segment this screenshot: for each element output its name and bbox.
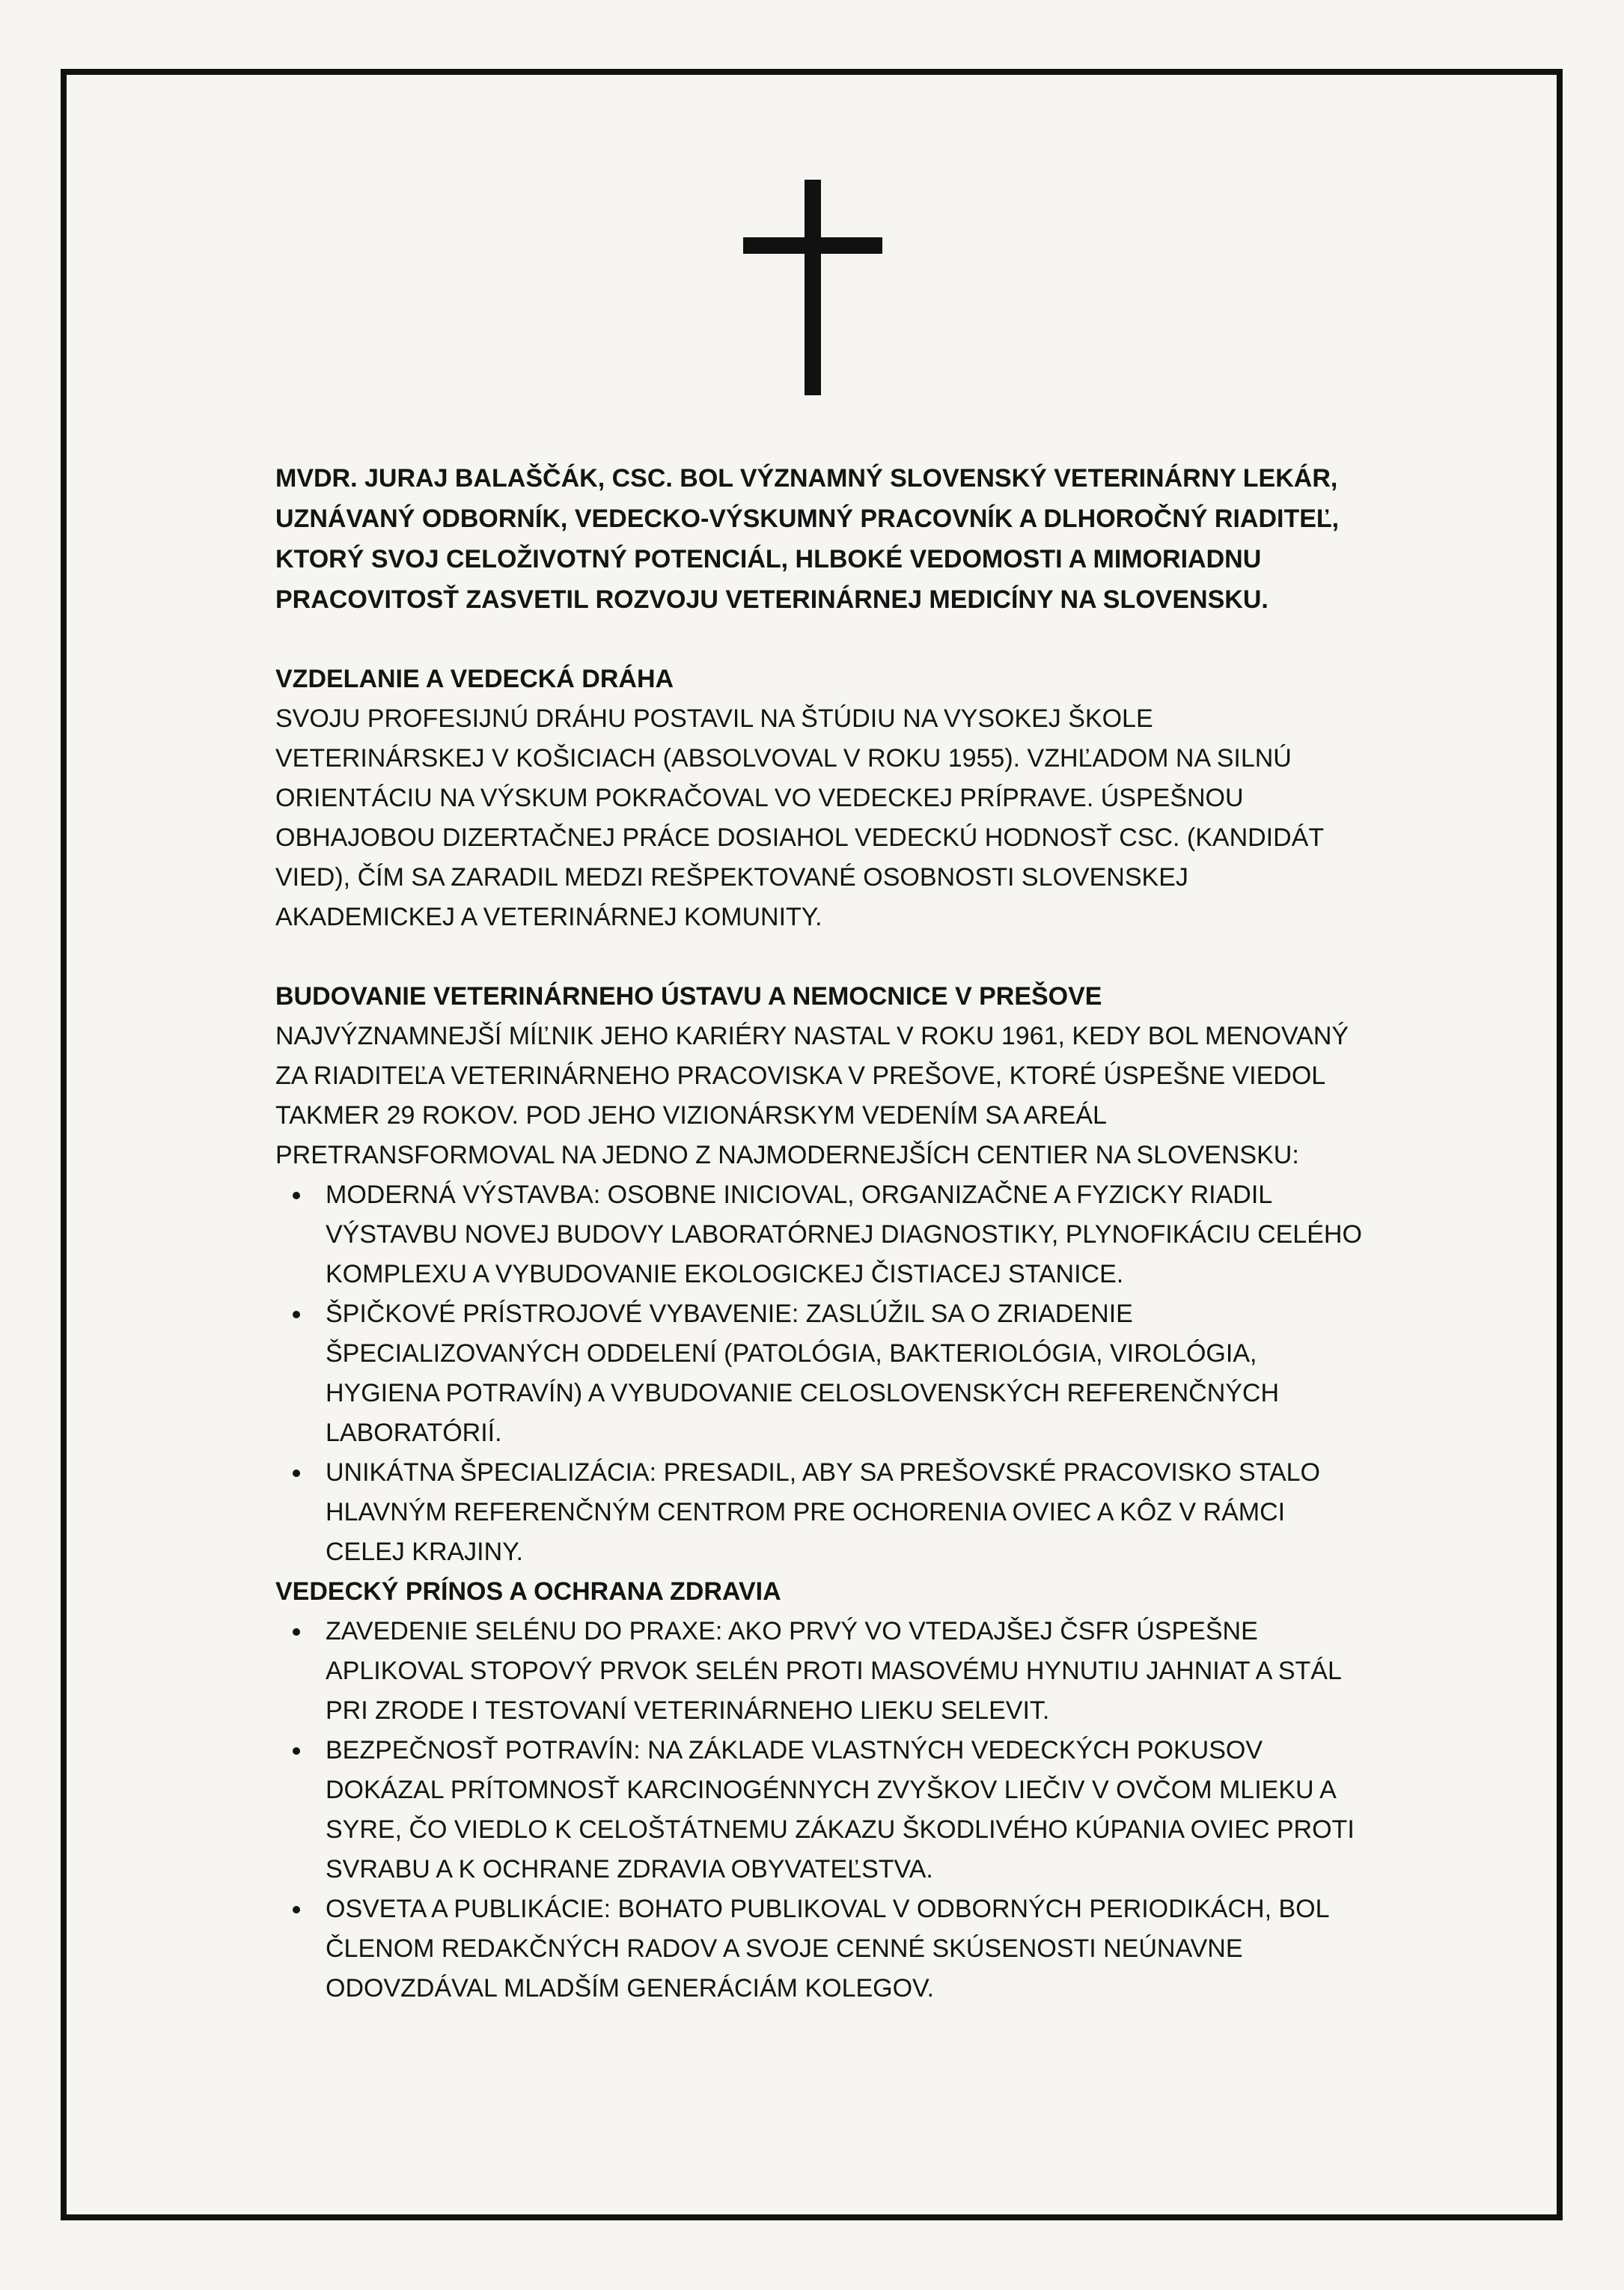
section-paragraph: SVOJU PROFESIJNÚ DRÁHU POSTAVIL NA ŠTÚDIU NA VYSOKEJ ŠKOLE VETERINÁRSKEJ V KOŠICIACH (ABSOLVOVAL V ROKU 1955). VZHĽADOM NA SILNÚ ORIENTÁCIU NA VÝSKUM POKRAČOVAL VO VEDECKEJ PRÍPRAVE. ÚSPEŠNOU OBHAJOBOU DIZERTAČNEJ PRÁCE DOSIAHOL VEDECKÚ HODNOSŤ CSC. (KANDIDÁT VIED), ČÍM SA ZARADIL MEDZI REŠPEKTOVANÉ OSOBNOSTI SLOVENSKEJ AKADEMICKEJ A VETERINÁRNEJ KOMUNITY. [275, 704, 1324, 931]
intro-paragraph: MVDR. JURAJ BALAŠČÁK, CSC. BOL VÝZNAMNÝ SLOVENSKÝ VETERINÁRNY LEKÁR, UZNÁVANÝ ODBORNÍK, VEDECKO-VÝSKUMNÝ PRACOVNÍK A DLHOROČNÝ RIADITEĽ, KTORÝ SVOJ CELOŽIVOTNÝ POTENCIÁL, HLBOKÉ VEDOMOSTI A MIMORIADNU PRACOVITOSŤ ZASVETIL ROZVOJU VETERINÁRNEJ MEDICÍNY NA SLOVENSKU. [275, 464, 1340, 614]
list-item: UNIKÁTNA ŠPECIALIZÁCIA: PRESADIL, ABY SA PREŠOVSKÉ PRACOVISKO STALO HLAVNÝM REFERENČNÝM CENTROM PRE OCHORENIA OVIEC A KÔZ V RÁMCI CELEJ KRAJINY. [275, 1453, 1368, 1572]
bullet-list [275, 1175, 1368, 1572]
list-item: MODERNÁ VÝSTAVBA: OSOBNE INICIOVAL, ORGANIZAČNE A FYZICKY RIADIL VÝSTAVBU NOVEJ BUDOVY LABORATÓRNEJ DIAGNOSTIKY, PLYNOFIKÁCIU CELÉHO KOMPLEXU A VYBUDOVANIE EKOLOGICKEJ ČISTIACEJ STANICE. [275, 1175, 1368, 1294]
list-item: BEZPEČNOSŤ POTRAVÍN: NA ZÁKLADE VLASTNÝCH VEDECKÝCH POKUSOV DOKÁZAL PRÍTOMNOSŤ KARCINOGÉNNYCH ZVYŠKOV LIEČIV V OVČOM MLIEKU A SYRE, ČO VIEDLO K CELOŠTÁTNEMU ZÁKAZU ŠKODLIVÉHO KÚPANIA OVIEC PROTI SVRABU A K OCHRANE ZDRAVIA OBYVATEĽSTVA. [275, 1731, 1368, 1889]
section-heading: BUDOVANIE VETERINÁRNEHO ÚSTAVU A NEMOCNICE V PREŠOVE [275, 982, 1102, 1011]
bullet-list [275, 1612, 1368, 2009]
list-item: ZAVEDENIE SELÉNU DO PRAXE: AKO PRVÝ VO VTEDAJŠEJ ČSFR ÚSPEŠNE APLIKOVAL STOPOVÝ PRVOK SELÉN PROTI MASOVÉMU HYNUTIU JAHNIAT A STÁL PRI ZRODE I TESTOVANÍ VETERINÁRNEHO LIEKU SELEVIT. [275, 1612, 1368, 1731]
cross-vertical-bar [805, 180, 821, 395]
section-heading: VEDECKÝ PRÍNOS A OCHRANA ZDRAVIA [275, 1577, 781, 1606]
section-presov-institute [275, 977, 1368, 1572]
section-education [275, 660, 1368, 937]
list-item: OSVETA A PUBLIKÁCIE: BOHATO PUBLIKOVAL V ODBORNÝCH PERIODIKÁCH, BOL ČLENOM REDAKČNÝCH RADOV A SVOJE CENNÉ SKÚSENOSTI NEÚNAVNE ODOVZDÁVAL MLADŠÍM GENERÁCIÁM KOLEGOV. [275, 1889, 1368, 2009]
cross-horizontal-bar [743, 237, 882, 254]
list-item: ŠPIČKOVÉ PRÍSTROJOVÉ VYBAVENIE: ZASLÚŽIL SA O ZRIADENIE ŠPECIALIZOVANÝCH ODDELENÍ (PATOLÓGIA, BAKTERIOLÓGIA, VIROLÓGIA, HYGIENA POTRAVÍN) A VYBUDOVANIE CELOSLOVENSKÝCH REFERENČNÝCH LABORATÓRIÍ. [275, 1294, 1368, 1453]
obituary-text [275, 458, 1368, 2009]
section-scientific-contribution [275, 1572, 1368, 2009]
section-heading: VZDELANIE A VEDECKÁ DRÁHA [275, 665, 674, 693]
section-paragraph: NAJVÝZNAMNEJŠÍ MÍĽNIK JEHO KARIÉRY NASTAL V ROKU 1961, KEDY BOL MENOVANÝ ZA RIADITEĽA VETERINÁRNEHO PRACOVISKA V PREŠOVE, KTORÉ ÚSPEŠNE VIEDOL TAKMER 29 ROKOV. POD JEHO VIZIONÁRSKYM VEDENÍM SA AREÁL PRETRANSFORMOVAL NA JEDNO Z NAJMODERNEJŠÍCH CENTIER NA SLOVENSKU: [275, 1022, 1349, 1169]
